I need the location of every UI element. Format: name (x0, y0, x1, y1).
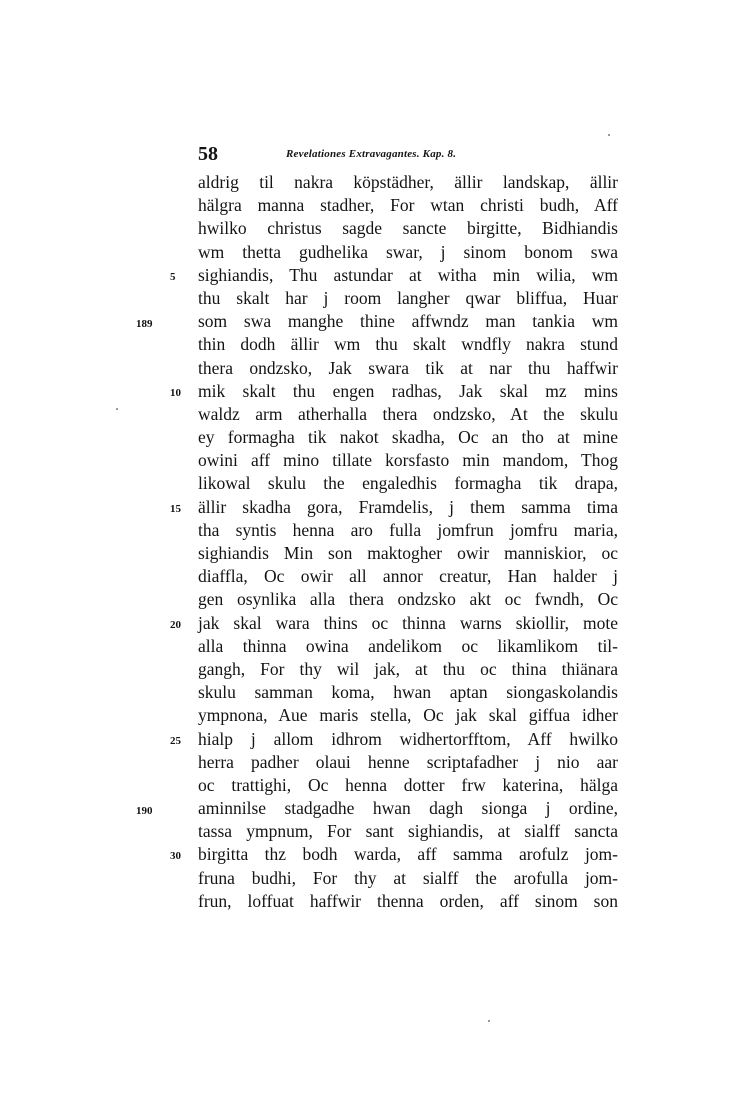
line-number: 25 (170, 734, 181, 747)
text-line (198, 287, 618, 310)
line-text: thera ondzsko, Jak swara tik at nar thu haffwir (198, 357, 618, 378)
line-text: alla thinna owina andelikom oc likamlikom til- (198, 635, 618, 656)
text-line (198, 565, 618, 588)
text-line (198, 333, 618, 356)
line-number: 20 (170, 618, 181, 631)
text-line (198, 658, 618, 681)
text-line (198, 635, 618, 658)
line-number: 30 (170, 850, 181, 863)
text-line (198, 797, 618, 820)
text-line (198, 194, 618, 217)
text-line (198, 472, 618, 495)
line-text: hialp j allom idhrom widhertorfftom, Aff hwilko (198, 728, 618, 749)
line-text: ey formagha tik nakot skadha, Oc an tho at mine (198, 427, 618, 448)
line-number: 10 (170, 386, 181, 399)
line-text: hälgra manna stadher, For wtan christi budh, Aff (198, 195, 618, 216)
text-line (198, 403, 618, 426)
text-line (198, 542, 618, 565)
text-line (198, 241, 618, 264)
line-text: diaffla, Oc owir all annor creatur, Han halder j (198, 566, 618, 587)
body-text (170, 171, 618, 913)
text-line (198, 357, 618, 380)
line-text: likowal skulu the engaledhis formagha tik drapa, (198, 473, 618, 494)
line-text: oc trattighi, Oc henna dotter frw katerina, hälga (198, 774, 618, 795)
text-line (198, 774, 618, 797)
line-text: thu skalt har j room langher qwar bliffua, Huar (198, 287, 618, 308)
text-line (198, 519, 618, 542)
line-text: owini aff mino tillate korsfasto min mandom, Thog (198, 450, 618, 471)
text-line (170, 264, 618, 287)
text-line (198, 867, 618, 890)
line-text: tassa ympnum, For sant sighiandis, at sialff sancta (198, 821, 618, 842)
text-line (198, 681, 618, 704)
text-line (198, 751, 618, 774)
line-text: fruna budhi, For thy at sialff the arofulla jom- (198, 867, 618, 888)
line-text: sighiandis Min son maktogher owir manniskior, oc (198, 543, 618, 563)
line-number: 5 (170, 270, 176, 283)
line-text: mik skalt thu engen radhas, Jak skal mz mins (198, 380, 618, 401)
paper-speck (488, 1020, 490, 1022)
text-line (198, 171, 618, 194)
line-text: frun, loffuat haffwir thenna orden, aff sinom son (198, 890, 618, 911)
text-line (198, 890, 618, 913)
text-line (170, 612, 618, 635)
text-line (170, 380, 618, 403)
line-text: jak skal wara thins oc thinna warns skiollir, mote (198, 612, 618, 633)
text-line (198, 426, 618, 449)
line-text: sighiandis, Thu astundar at witha min wilia, wm (198, 264, 618, 285)
line-text: waldz arm atherhalla thera ondzsko, At the skulu (198, 403, 618, 424)
line-text: hwilko christus sagde sancte birgitte, Bidhiandis (198, 218, 618, 239)
text-line (198, 820, 618, 843)
line-text: aminnilse stadgadhe hwan dagh sionga j ordine, (198, 798, 618, 819)
text-line (198, 449, 618, 472)
page-header (198, 143, 618, 167)
line-text: aldrig til nakra köpstädher, ällir landskap, ällir (198, 172, 618, 192)
text-line (170, 496, 618, 519)
line-text: herra padher olaui henne scriptafadher j nio aar (198, 751, 618, 772)
margin-number-190: 190 (136, 805, 153, 817)
line-text: skulu samman koma, hwan aptan siongaskolandis (198, 682, 618, 703)
line-number: 15 (170, 502, 181, 515)
line-text: ällir skadha gora, Framdelis, j them samma tima (198, 496, 618, 517)
line-text: som swa manghe thine affwndz man tankia wm (198, 311, 618, 332)
text-line (198, 217, 618, 240)
paper-speck (116, 408, 118, 410)
line-text: gangh, For thy wil jak, at thu oc thina thiänara (198, 658, 618, 679)
line-text: tha syntis henna aro fulla jomfrun jomfru maria, (198, 519, 618, 540)
line-text: ympnona, Aue maris stella, Oc jak skal giffua idher (198, 705, 618, 726)
running-title: Revelationes Extravagantes. Kap. 8. (286, 148, 457, 160)
text-line (170, 728, 618, 751)
text-line (198, 588, 618, 611)
margin-number-189: 189 (136, 318, 153, 330)
page-number: 58 (198, 143, 218, 165)
line-text: gen osynlika alla thera ondzsko akt oc fwndh, Oc (198, 589, 618, 610)
paper-speck (608, 134, 610, 136)
line-text: wm thetta gudhelika swar, j sinom bonom swa (198, 241, 618, 262)
text-line (170, 843, 618, 866)
text-line (198, 704, 618, 727)
line-text: birgitta thz bodh warda, aff samma arofulz jom- (198, 844, 618, 865)
text-line (198, 310, 618, 333)
line-text: thin dodh ällir wm thu skalt wndfly nakra stund (198, 334, 618, 355)
